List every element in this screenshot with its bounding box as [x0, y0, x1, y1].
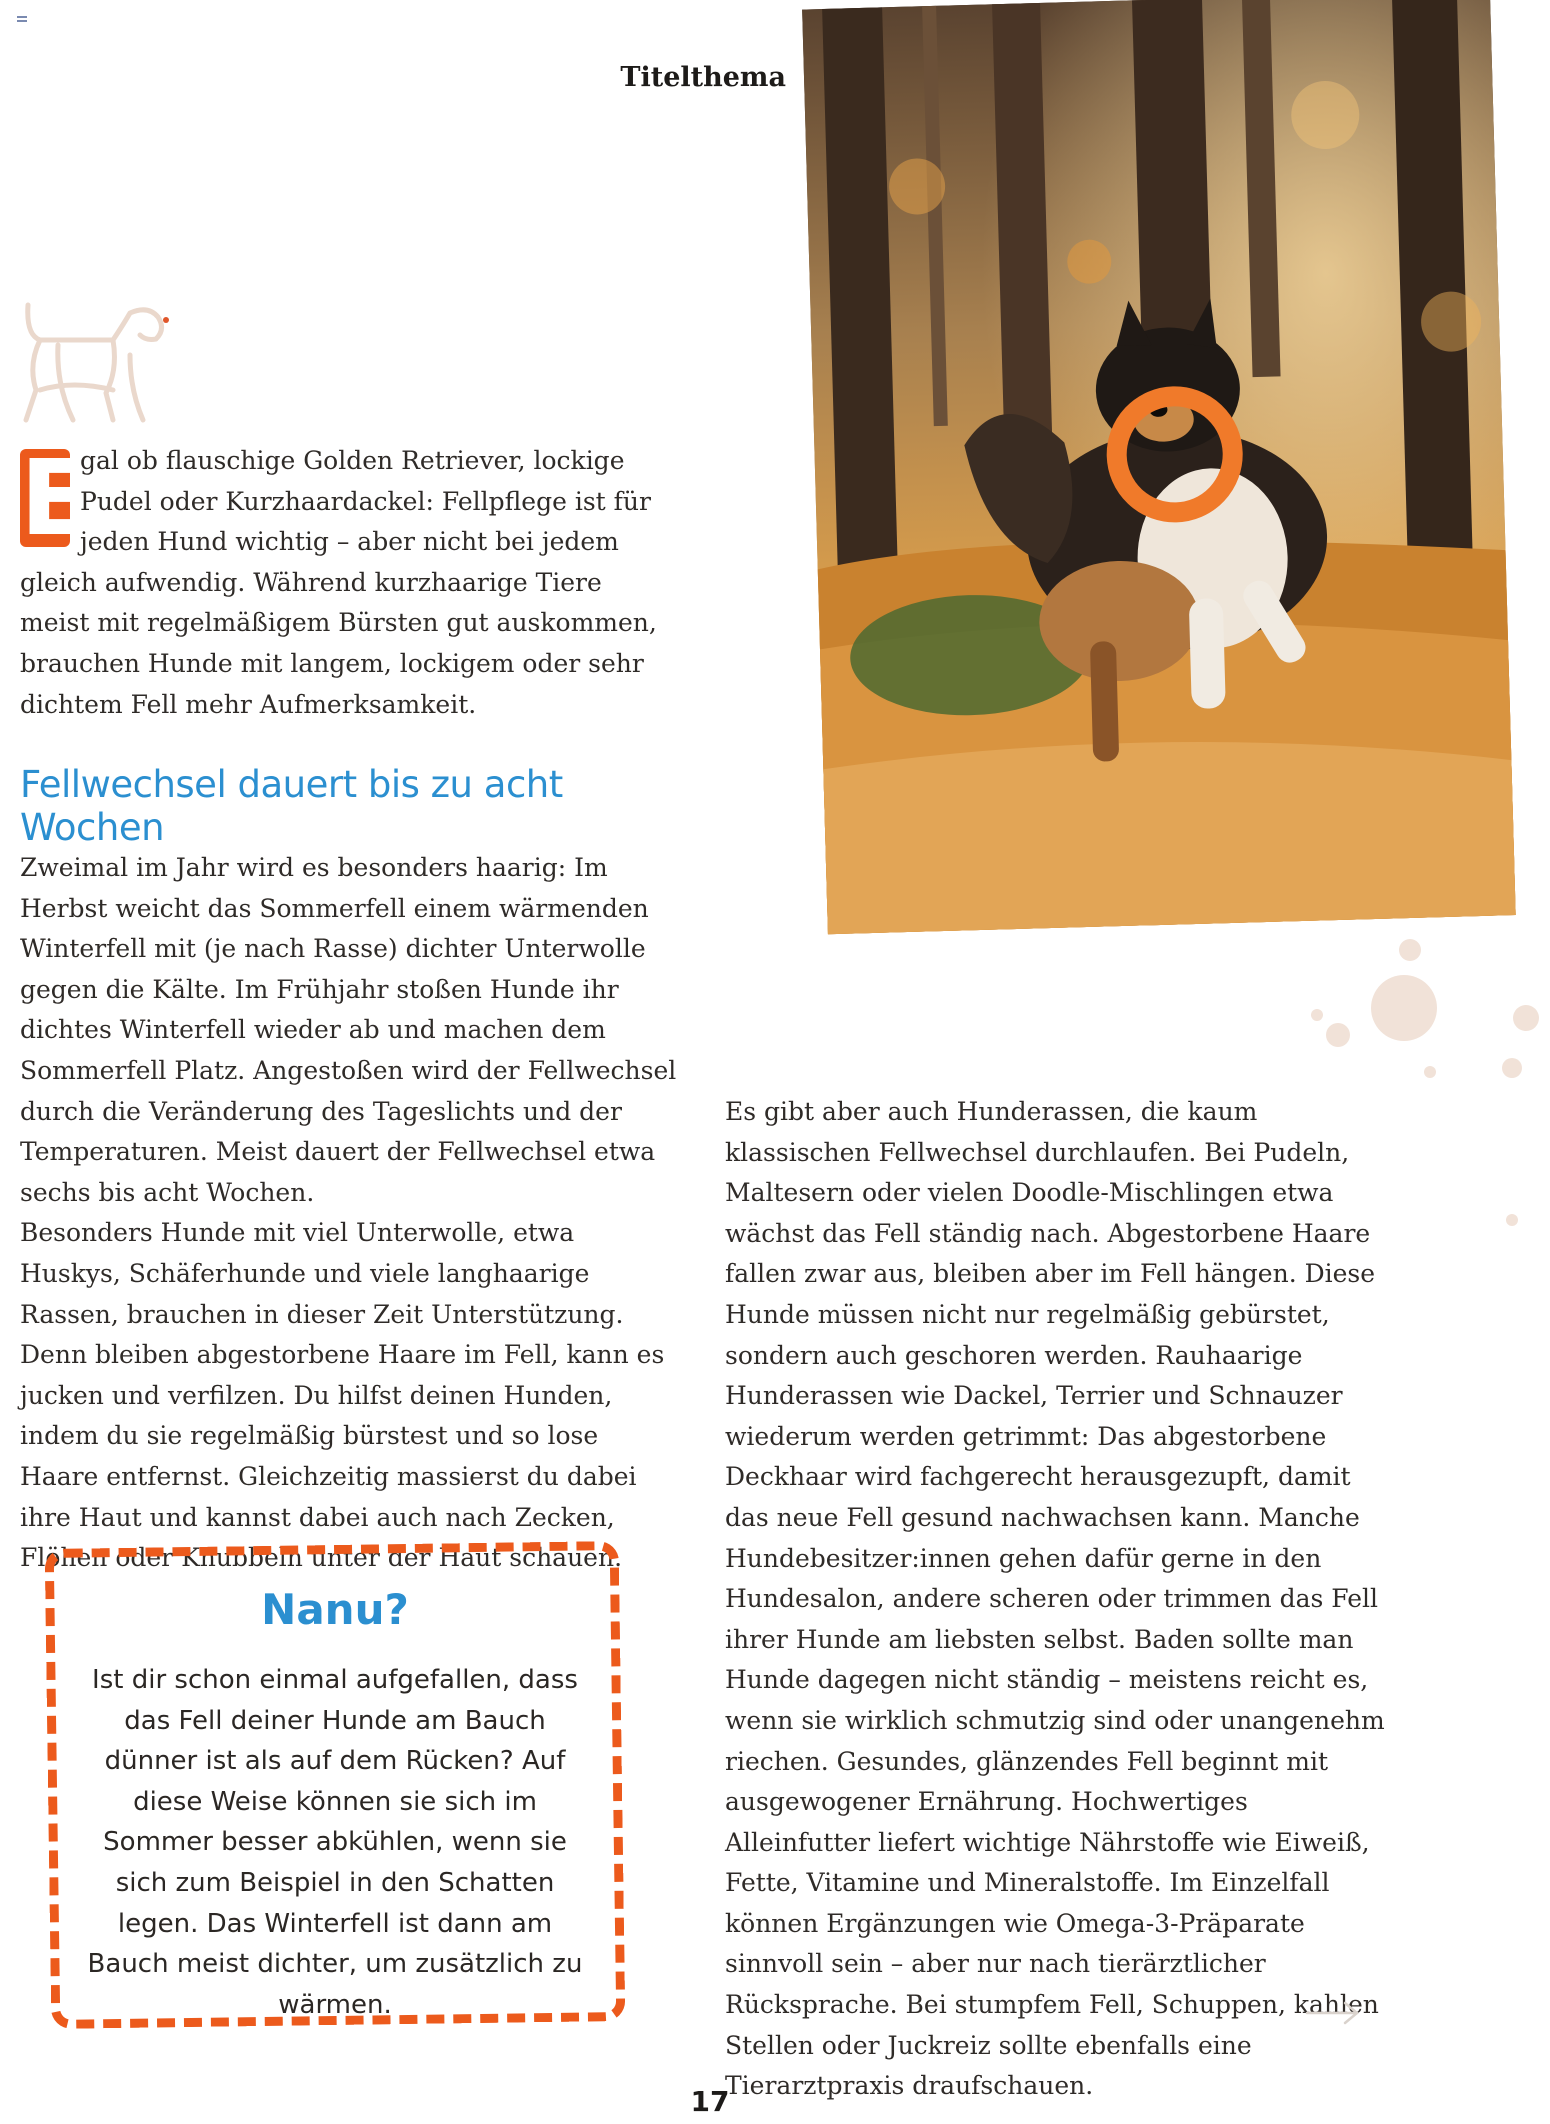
infobox-title: Nanu?	[261, 1585, 409, 1634]
section-label: Titelthema	[620, 62, 786, 93]
arrow-right-icon	[1305, 2000, 1361, 2026]
corner-mark	[17, 16, 27, 24]
drop-cap: E	[20, 437, 92, 559]
hero-photo	[802, 0, 1516, 934]
paragraph-2: Besonders Hunde mit viel Unterwolle, etwa Huskys, Schäferhunde und viele langhaarige Rassen, brauchen in dieser Zeit Unterstützung. Denn bleiben abgestorbene Haare im Fell, kann es jucken und verfilzen. Du hilfst deinen Hunden, indem du sie regelmäßig bürstest und so lose Haare entfernst. Gleichzeitig massierst du dabei ihre Haut und kannst dabei auch nach Zecken, Flöhen oder Knubbeln unter der Haut schauen.	[20, 1218, 665, 1573]
intro-paragraph	[20, 437, 670, 725]
paragraph-3: Es gibt aber auch Hunderassen, die kaum klassischen Fellwechsel durchlaufen. Bei Pudeln, Maltesern oder vielen Doodle-Mischlingen etwa wächst das Fell ständig nach. Abgestorbene Haare fallen zwar aus, bleiben aber im Fell hängen. Diese Hunde müssen nicht nur regelmäßig gebürstet, sondern auch geschoren werden. Rauhaarige Hunderassen wie Dackel, Terrier und Schnauzer wiederum werden getrimmt: Das abgestorbene Deckhaar wird fachgerecht herausgezupft, damit das neue Fell gesund nachwachsen kann. Manche Hundebesitzer:innen gehen dafür gerne in den Hundesalon, andere scheren oder trimmen das Fell ihrer Hunde am liebsten selbst. Baden sollte man Hunde dagegen nicht ständig – meistens reicht es, wenn sie wirklich schmutzig sind oder unangenehm riechen. Gesundes, glänzendes Fell beginnt mit ausgewogener Ernährung. Hochwertiges Alleinfutter liefert wichtige Nährstoffe wie Eiweiß, Fette, Vitamine und Mineralstoffe. Im Einzelfall können Ergänzungen wie Omega-3-Präparate sinnvoll sein – aber nur nach tierärztlicher Rücksprache. Bei stumpfem Fell, Schuppen, kahlen Stellen oder Juckreiz sollte ebenfalls eine Tierarztpraxis draufschauen.	[725, 1097, 1385, 2101]
right-column	[725, 1092, 1395, 2107]
infobox-text: Ist dir schon einmal aufgefallen, dass das Fell deiner Hunde am Bauch dünner ist als auf dem Rücken? Auf diese Weise können sie sich im Sommer besser abkühlen, wenn sie sich zum Beispiel in den Schatten legen. Das Winterfell ist dann am Bauch meist dichter, um zusätzlich zu wärmen.	[87, 1665, 583, 2020]
left-column	[20, 848, 680, 1579]
dog-outline-icon	[18, 295, 173, 430]
paragraph-1: Zweimal im Jahr wird es besonders haarig: Im Herbst weicht das Sommerfell einem wärmenden Winterfell mit (je nach Rasse) dichter Unterwolle gegen die Kälte. Im Frühjahr stoßen Hunde ihr dichtes Winterfell wieder ab und machen dem Sommerfell Platz. Angestoßen wird der Fellwechsel durch die Veränderung des Tageslichts und der Temperaturen. Meist dauert der Fellwechsel etwa sechs bis acht Wochen.	[20, 853, 677, 1207]
page-number: 17	[690, 2085, 730, 2118]
hero-photo-illustration	[802, 0, 1516, 934]
intro-text: gal ob flauschige Golden Retriever, lockige Pudel oder Kurzhaardackel: Fellpflege ist für jeden Hund wichtig – aber nicht bei jedem gleich aufwendig. Während kurzhaarige Tiere meist mit regelmäßigem Bürsten gut auskommen, brauchen Hunde mit langem, lockigem oder sehr dichtem Fell mehr Aufmerksamkeit.	[20, 446, 657, 719]
section-heading: Fellwechsel dauert bis zu acht Wochen	[20, 763, 563, 849]
